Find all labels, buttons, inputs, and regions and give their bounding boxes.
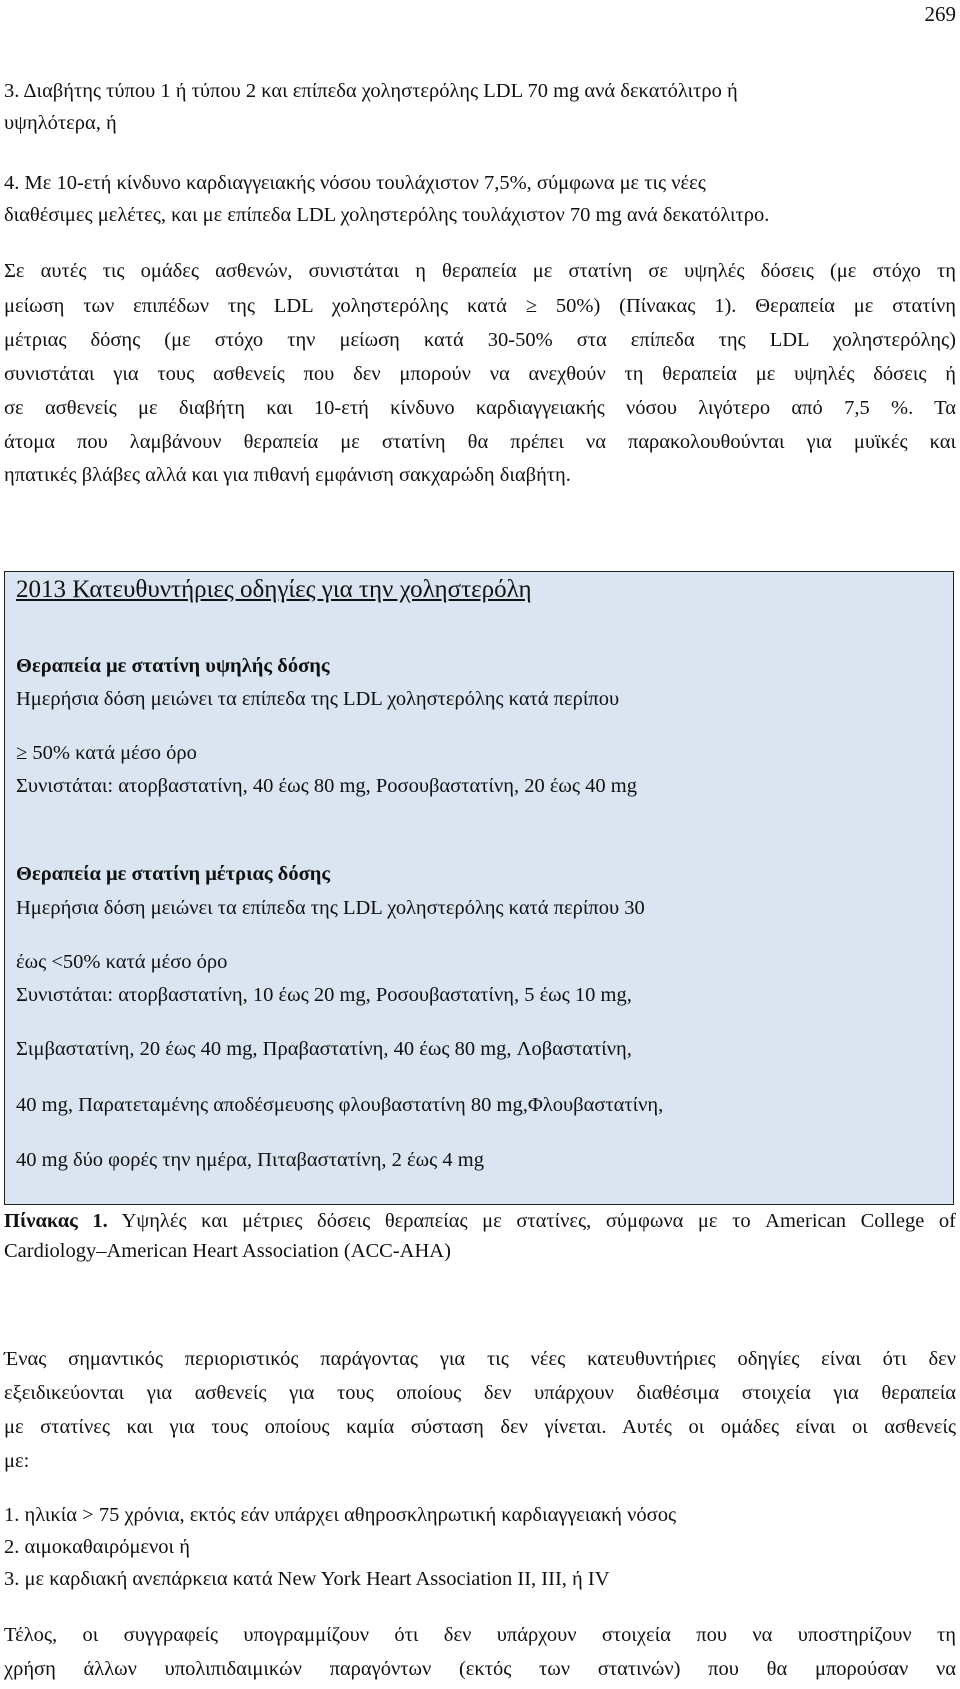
high-dose-line: ≥ 50% κατά μέσο όρο [16,742,197,764]
list-item-2: 2. αιμοκαθαιρόμενοι ή [4,1536,190,1558]
caption-text: Υψηλές και μέτριες δόσεις θεραπείας με στατίνες, σύμφωνα με το American College of [121,1210,956,1232]
moderate-dose-line: έως <50% κατά μέσο όρο [16,951,228,973]
paragraph-line: μέτριας δόσης (με στόχο την μείωση κατά 30-50% στα επίπεδα της LDL χοληστερόλης) [4,329,956,351]
paragraph-line: μείωση των επιπέδων της LDL χοληστερόλης κατά ≥ 50%) (Πίνακας 1). Θεραπεία με στατίνη [4,295,956,317]
paragraph-line: με: [4,1450,30,1472]
list-item-1: 1. ηλικία > 75 χρόνια, εκτός εάν υπάρχει αθηροσκληρωτική καρδιαγγειακή νόσος [4,1504,677,1526]
list-item-3: 3. Διαβήτης τύπου 1 ή τύπου 2 και επίπεδα χοληστερόλης LDL 70 mg ανά δεκατόλιτρο ή [4,80,738,102]
list-item-4-continued: διαθέσιμες μελέτες, και με επίπεδα LDL χοληστερόλης τουλάχιστον 70 mg ανά δεκατόλιτρο. [4,204,770,226]
paragraph-line: Σε αυτές τις ομάδες ασθενών, συνιστάται η θεραπεία με στατίνη σε υψηλές δόσεις (με στόχο τη [4,260,956,282]
paragraph-line: με στατίνες και για τους οποίους καμία σύσταση δεν γίνεται. Αυτές οι ομάδες είναι οι ασθενείς [4,1416,956,1438]
paragraph-line: Ένας σημαντικός περιοριστικός παράγοντας για τις νέες κατευθυντήριες οδηγίες είναι ότι δεν [4,1348,956,1370]
paragraph-line: Τέλος, οι συγγραφείς υπογραμμίζουν ότι δεν υπάρχουν στοιχεία που να υποστηρίζουν τη [4,1624,956,1646]
paragraph-line: άτομα που λαμβάνουν θεραπεία με στατίνη θα πρέπει να παρακολουθούνται για μυϊκές και [4,431,956,453]
list-item-4: 4. Με 10-ετή κίνδυνο καρδιαγγειακής νόσου τουλάχιστον 7,5%, σύμφωνα με τις νέες [4,172,706,194]
high-dose-heading: Θεραπεία με στατίνη υψηλής δόσης [16,655,330,677]
paragraph-line: ηπατικές βλάβες αλλά και για πιθανή εμφάνιση σακχαρώδη διαβήτη. [4,464,571,486]
paragraph-line: εξειδικεύονται για ασθενείς για τους οποίους δεν υπάρχουν διαθέσιμα στοιχεία για θεραπεία [4,1382,956,1404]
table-caption [4,1210,956,1233]
caption-label: Πίνακας 1. [4,1210,108,1232]
moderate-dose-line: 40 mg δύο φορές την ημέρα, Πιταβαστατίνη, 2 έως 4 mg [16,1149,484,1171]
high-dose-line: Συνιστάται: ατορβαστατίνη, 40 έως 80 mg, Ροσουβαστατίνη, 20 έως 40 mg [16,775,637,797]
caption-text-continued: Cardiology–American Heart Association (ACC-AHA) [4,1240,451,1262]
paragraph-line: συνιστάται για τους ασθενείς που δεν μπορούν να ανεχθούν τη θεραπεία με υψηλές δόσεις ή [4,363,956,385]
list-item-3: 3. με καρδιακή ανεπάρκεια κατά New York Heart Association II, III, ή IV [4,1568,610,1590]
guidelines-box [4,571,954,1205]
moderate-dose-line: Ημερήσια δόση μειώνει τα επίπεδα της LDL χοληστερόλης κατά περίπου 30 [16,897,645,919]
list-item-3-continued: υψηλότερα, ή [4,112,117,134]
paragraph-line: χρήση άλλων υπολιπιδαιμικών παραγόντων (εκτός των στατινών) που θα μπορούσαν να [4,1658,956,1680]
paragraph-line: σε ασθενείς με διαβήτη και 10-ετή κίνδυνο καρδιαγγειακής νόσου λιγότερο από 7,5 %. Τα [4,397,956,419]
high-dose-line: Ημερήσια δόση μειώνει τα επίπεδα της LDL χοληστερόλης κατά περίπου [16,688,620,710]
moderate-dose-line: Συνιστάται: ατορβαστατίνη, 10 έως 20 mg, Ροσουβαστατίνη, 5 έως 10 mg, [16,984,632,1006]
box-title: 2013 Κατευθυντήριες οδηγίες για την χοληστερόλη [16,576,532,603]
moderate-dose-heading: Θεραπεία με στατίνη μέτριας δόσης [16,863,331,885]
moderate-dose-line: Σιμβαστατίνη, 20 έως 40 mg, Πραβαστατίνη, 40 έως 80 mg, Λοβαστατίνη, [16,1038,632,1060]
moderate-dose-line: 40 mg, Παρατεταμένης αποδέσμευσης φλουβαστατίνη 80 mg,Φλουβαστατίνη, [16,1094,664,1116]
page-number: 269 [924,2,956,26]
